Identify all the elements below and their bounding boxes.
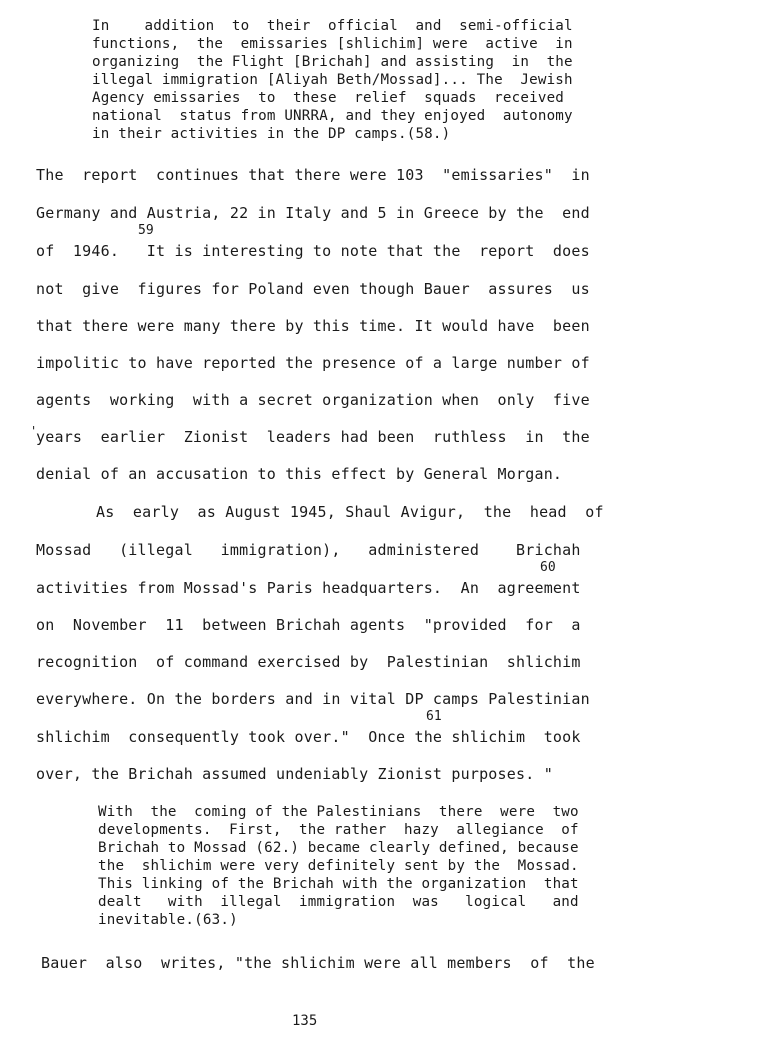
margin-mark: ' xyxy=(30,424,38,438)
quote-line: Agency emissaries to these relief squads received xyxy=(92,90,565,106)
body-line: Bauer also writes, "the shlichim were all members of the xyxy=(41,954,595,972)
footnote-marker: 60 xyxy=(540,560,556,575)
body-line: Mossad (illegal immigration), administered Brichah xyxy=(36,541,581,559)
quote-line: organizing the Flight [Brichah] and assisting in the xyxy=(92,54,573,70)
body-line: over, the Brichah assumed undeniably Zionist purposes. " xyxy=(36,765,553,783)
body-line: denial of an accusation to this effect by General Morgan. xyxy=(36,465,563,483)
body-line: Germany and Austria, 22 in Italy and 5 in Greece by the end xyxy=(36,204,590,222)
body-line: As early as August 1945, Shaul Avigur, the head of xyxy=(96,503,604,521)
body-line: recognition of command exercised by Palestinian shlichim xyxy=(36,653,581,671)
body-line: agents working with a secret organization when only five xyxy=(36,391,590,409)
body-line: The report continues that there were 103 "emissaries" in xyxy=(36,166,590,184)
footnote-marker: 61 xyxy=(426,709,442,724)
quote-line: national status from UNRRA, and they enjoyed autonomy xyxy=(92,108,573,124)
quote-line: functions, the emissaries [shlichim] were active in xyxy=(92,36,573,52)
body-line: activities from Mossad's Paris headquarters. An agreement xyxy=(36,579,581,597)
body-line: everywhere. On the borders and in vital DP camps Palestinian xyxy=(36,690,590,708)
body-line: impolitic to have reported the presence of a large number of xyxy=(36,354,590,372)
quote-line: With the coming of the Palestinians there were two xyxy=(98,804,579,820)
quote-line: in their activities in the DP camps.(58.) xyxy=(92,126,451,142)
quote-line: Brichah to Mossad (62.) became clearly defined, because xyxy=(98,840,579,856)
footnote-marker: 59 xyxy=(138,223,154,238)
body-line: on November 11 between Brichah agents "provided for a xyxy=(36,616,581,634)
quote-line: illegal immigration [Aliyah Beth/Mossad]... The Jewish xyxy=(92,72,573,88)
quote-line: This linking of the Brichah with the organization that xyxy=(98,876,579,892)
quote-line: dealt with illegal immigration was logical and xyxy=(98,894,579,910)
body-line: not give figures for Poland even though Bauer assures us xyxy=(36,280,590,298)
body-line: of 1946. It is interesting to note that the report does xyxy=(36,242,590,260)
page-number: 135 xyxy=(292,1013,318,1029)
quote-line: developments. First, the rather hazy allegiance of xyxy=(98,822,579,838)
quote-line: the shlichim were very definitely sent by the Mossad. xyxy=(98,858,579,874)
body-line: that there were many there by this time. It would have been xyxy=(36,317,590,335)
body-line: shlichim consequently took over." Once the shlichim took xyxy=(36,728,581,746)
quote-line: inevitable.(63.) xyxy=(98,912,238,928)
quote-line: In addition to their official and semi-official xyxy=(92,18,573,34)
body-line: years earlier Zionist leaders had been ruthless in the xyxy=(36,428,590,446)
